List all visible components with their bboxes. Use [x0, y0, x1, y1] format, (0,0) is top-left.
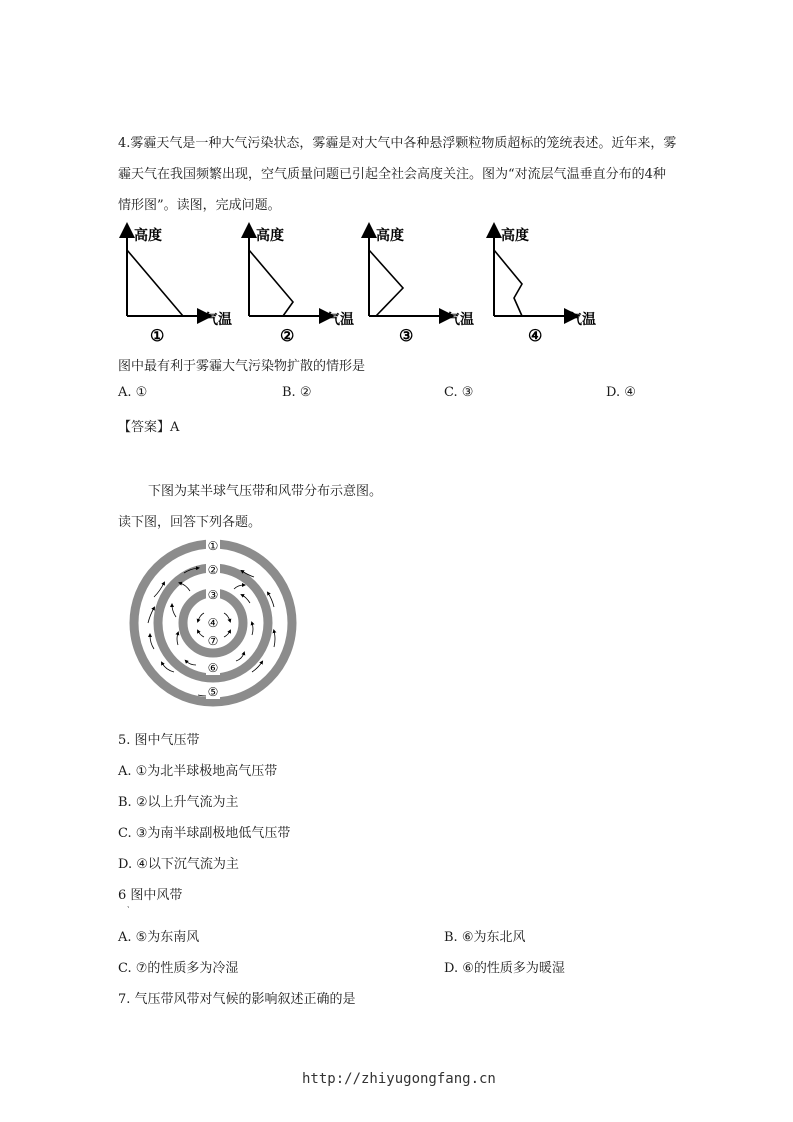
group-intro-1: 下图为某半球气压带和风带分布示意图。 — [148, 484, 383, 499]
temperature-profile-graphs — [110, 222, 610, 347]
q6-option-c: C. ⑦的性质多为冷湿 — [118, 961, 239, 976]
q6-mark: 、 — [127, 901, 134, 909]
graph-4-number: ④ — [528, 326, 543, 345]
graph-2-number: ② — [280, 326, 295, 345]
graph-1-xlabel: 气温 — [204, 312, 232, 328]
graph-4-xlabel: 气温 — [568, 312, 596, 328]
graph-3-number: ③ — [399, 326, 414, 345]
graph-4-ylabel: 高度 — [501, 228, 529, 244]
q4-intro: 4.雾霾天气是一种大气污染状态，雾霾是对大气中各种悬浮颗粒物质超标的笼统表述。近年来，雾霾天气在我国频繁出现，空气质量问题已引起全社会高度关注。图为“对流层气温垂直分布的4种情形图”。读图，完成问题。 — [118, 136, 677, 213]
belt-label-1: ① — [207, 539, 219, 553]
q5-option-c: C. ③为南半球副极地低气压带 — [118, 826, 291, 841]
belt-label-7: ⑦ — [207, 634, 219, 648]
graph-2 — [249, 227, 354, 345]
q5-option-d: D. ④以下沉气流为主 — [118, 857, 239, 872]
q5-option-b: B. ②以上升气流为主 — [118, 795, 239, 810]
graph-1-number: ① — [150, 326, 165, 345]
q4-option-b: B. ② — [282, 385, 312, 400]
q5-option-a: A. ①为北半球极地高气压带 — [118, 764, 278, 779]
graph-3-xlabel: 气温 — [446, 312, 474, 328]
q5-stem: 5. 图中气压带 — [118, 733, 200, 748]
belt-label-6: ⑥ — [207, 661, 219, 675]
graph-2-ylabel: 高度 — [256, 228, 284, 244]
graph-1-ylabel: 高度 — [134, 228, 162, 244]
graph-3-ylabel: 高度 — [376, 228, 404, 244]
belt-label-2: ② — [207, 563, 219, 577]
graph-2-xlabel: 气温 — [326, 312, 354, 328]
q4-answer: 【答案】A — [118, 420, 180, 435]
graph-1 — [127, 227, 232, 345]
group-intro-2: 读下图，回答下列各题。 — [118, 515, 262, 530]
belt-label-3: ③ — [207, 588, 219, 602]
q6-option-a: A. ⑤为东南风 — [118, 930, 200, 945]
pressure-belt-diagram — [124, 537, 304, 707]
q4-question: 图中最有利于雾霾大气污染物扩散的情形是 — [118, 359, 366, 374]
q7-stem: 7. 气压带风带对气候的影响叙述正确的是 — [118, 992, 356, 1007]
q4-option-a: A. ① — [118, 385, 148, 400]
belt-label-5: ⑤ — [207, 685, 219, 699]
footer-url: http://zhiyugongfang.cn — [302, 1071, 496, 1087]
q4-option-c: C. ③ — [444, 385, 474, 400]
q6-option-d: D. ⑥的性质多为暖湿 — [444, 961, 565, 976]
belt-label-4: ④ — [207, 616, 219, 630]
q6-option-b: B. ⑥为东北风 — [444, 930, 526, 945]
belt-labels — [206, 539, 220, 699]
graph-4 — [494, 227, 596, 345]
q6-stem: 6 图中风带 — [118, 888, 183, 903]
graph-3 — [369, 227, 474, 345]
q4-option-d: D. ④ — [606, 385, 636, 400]
